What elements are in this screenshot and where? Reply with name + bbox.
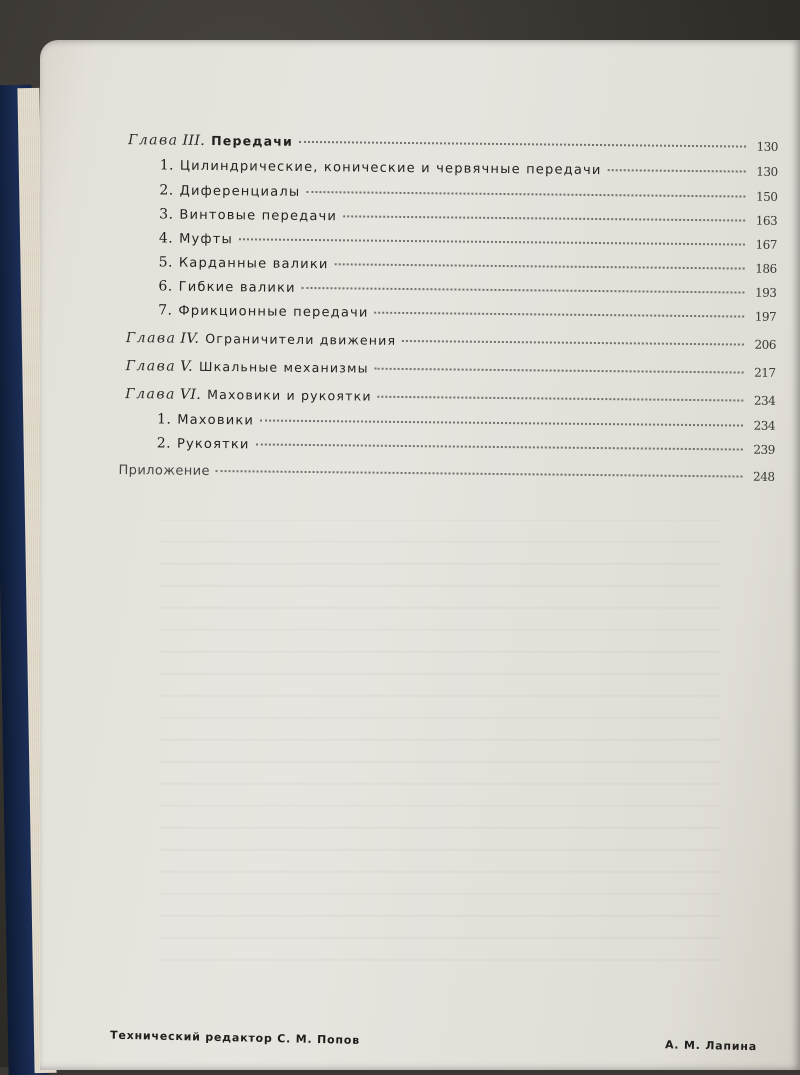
chapter-number: IV. xyxy=(180,330,200,347)
page-number: 234 xyxy=(753,418,776,433)
dot-leader xyxy=(375,302,745,318)
page-number: 193 xyxy=(754,285,777,300)
section-title: Цилиндрические, конические и червячные передачи xyxy=(179,158,602,179)
page-number: 197 xyxy=(754,309,777,324)
proofreader-credit: А. М. Лапина xyxy=(664,1038,758,1054)
toc-chapter-3 xyxy=(128,132,778,161)
dot-leader xyxy=(402,330,744,346)
page-number: 239 xyxy=(753,442,775,457)
page-number: 248 xyxy=(753,469,775,484)
page-number: 217 xyxy=(754,365,776,380)
chapter-word: Глава xyxy=(125,386,176,403)
section-number: 5. xyxy=(158,254,173,271)
page-number: 167 xyxy=(755,237,778,252)
page-number: 130 xyxy=(756,164,778,179)
page-number: 186 xyxy=(755,261,777,276)
chapter-word: Глава xyxy=(125,330,177,347)
toc-chapter-5 xyxy=(125,358,775,387)
dot-leader xyxy=(375,358,744,374)
section-number: 7. xyxy=(158,302,173,319)
section-title: Рукоятки xyxy=(176,436,250,453)
page-number: 130 xyxy=(756,139,779,154)
section-number: 6. xyxy=(158,278,173,295)
dot-leader xyxy=(608,159,746,172)
chapter-title: Шкальные механизмы xyxy=(199,358,369,376)
page-number: 163 xyxy=(755,213,778,228)
section-number: 3. xyxy=(159,206,174,223)
page-number: 206 xyxy=(754,337,776,352)
dot-leader xyxy=(299,131,746,148)
section-title: Диференциалы xyxy=(179,183,301,200)
section-title: Маховики xyxy=(177,412,255,429)
dot-leader xyxy=(378,386,744,402)
page-number: 150 xyxy=(755,189,778,204)
section-title: Гибкие валики xyxy=(178,279,296,296)
section-number: 4. xyxy=(158,230,174,247)
chapter-number: VI. xyxy=(179,386,202,403)
appendix-title: Приложение xyxy=(118,463,211,479)
chapter-number: III. xyxy=(182,132,206,149)
chapter-word: Глава xyxy=(125,358,177,375)
section-number: 2. xyxy=(156,435,172,452)
section-title: Фрикционные передачи xyxy=(178,303,369,321)
chapter-title: Маховики и рукоятки xyxy=(207,386,372,404)
page-number: 234 xyxy=(753,393,776,408)
toc-chapter-4 xyxy=(126,330,776,359)
section-number: 2. xyxy=(159,182,174,199)
toc-section xyxy=(158,302,776,330)
section-title: Винтовые передачи xyxy=(179,207,338,225)
toc-appendix xyxy=(118,462,774,491)
section-number: 1. xyxy=(159,157,174,174)
toc-section xyxy=(160,157,778,185)
section-number: 1. xyxy=(156,411,172,428)
section-title: Муфты xyxy=(179,231,234,248)
chapter-word: Глава xyxy=(127,132,179,149)
chapter-title: Ограничители движения xyxy=(205,330,397,348)
technical-editor-credit: Технический редактор С. М. Попов xyxy=(109,1028,361,1047)
chapter-number: V. xyxy=(180,358,194,375)
chapter-title: Передачи xyxy=(211,132,294,149)
section-title: Карданные валики xyxy=(178,255,329,273)
